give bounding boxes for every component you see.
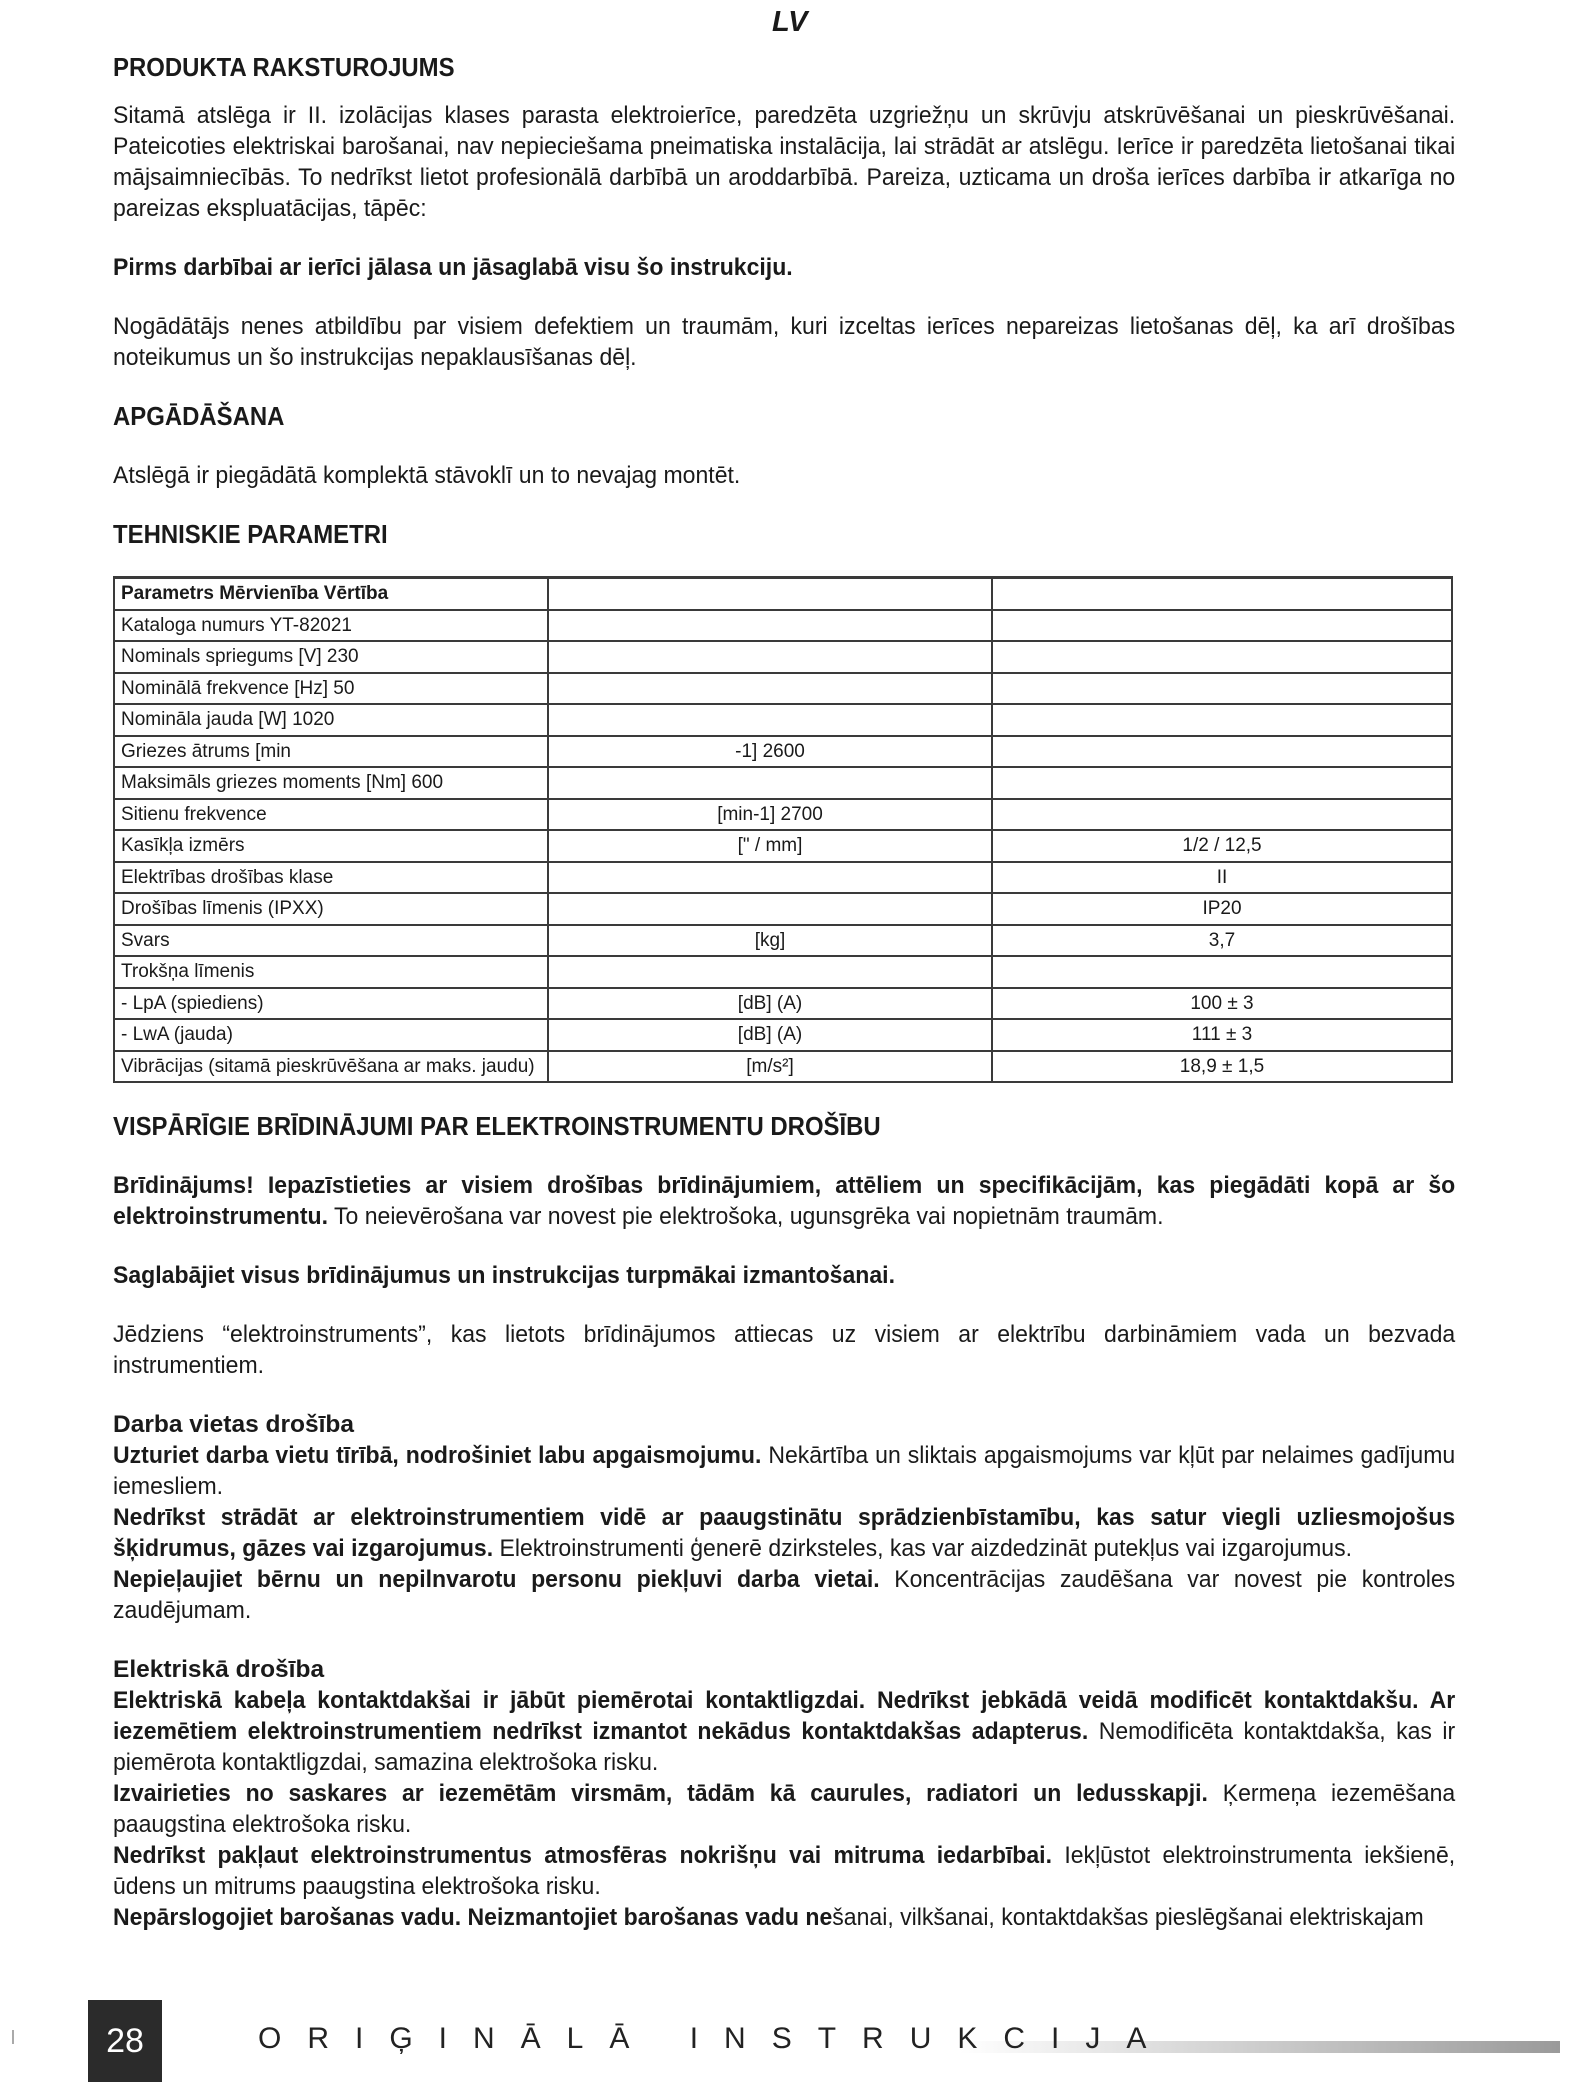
table-cell: [" / mm] <box>548 830 992 862</box>
table-row <box>114 893 1452 925</box>
table-cell: [kg] <box>548 925 992 957</box>
warning-paragraph: Brīdinājums! Iepazīstieties ar visiem drošības brīdinājumiem, attēliem un specifikācijām, kas piegādāti kopā ar šo elektroinstrumentu. To neievērošana var novest pie elektrošoka, ugunsgrēka vai nopietnām traumām. <box>113 1172 1456 1230</box>
raksturojums-read-instructions: Pirms darbībai ar ierīci jālasa un jāsaglabā visu šo instrukciju. <box>113 254 793 281</box>
workplace-item: Nepieļaujiet bērnu un nepilnvarotu personu piekļuvi darba vietai. Koncentrācijas zaudēšana var novest pie kontroles zaudējumam. <box>113 1566 1456 1624</box>
table-cell <box>548 641 992 673</box>
table-cell: Drošības līmenis (IPXX) <box>114 893 548 925</box>
table-cell <box>992 610 1452 642</box>
table-cell: Parametrs Mērvienība Vērtība <box>114 578 548 610</box>
table-cell: 18,9 ± 1,5 <box>992 1051 1452 1083</box>
page-number: 28 <box>88 2000 162 2082</box>
table-cell: Sitienu frekvence <box>114 799 548 831</box>
table-cell <box>548 673 992 705</box>
table-cell: IP20 <box>992 893 1452 925</box>
table-cell <box>992 799 1452 831</box>
table-cell: Kasīkļa izmērs <box>114 830 548 862</box>
table-row <box>114 736 1452 768</box>
table-cell <box>548 893 992 925</box>
document-body <box>113 52 1455 1933</box>
table-cell: Trokšņa līmenis <box>114 956 548 988</box>
section-title-tehniskie: TEHNISKIE PARAMETRI <box>113 519 388 549</box>
table-cell: Svars <box>114 925 548 957</box>
workplace-item: Uzturiet darba vietu tīrībā, nodrošiniet labu apgaismojumu. Nekārtība un sliktais apgaismojums var kļūt par nelaimes gadījumu iemesliem. <box>113 1442 1456 1500</box>
definition-paragraph: Jēdziens “elektroinstruments”, kas lietots brīdinājumos attiecas uz visiem ar elektrību darbināmiem vada un bezvada instrumentiem. <box>113 1321 1456 1379</box>
electrical-item: Nedrīkst pakļaut elektroinstrumentus atmosfēras nokrišņu vai mitruma iedarbībai. Iekļūstot elektroinstrumenta iekšienē, ūdens un mitrums paaugstina elektrošoka risku. <box>113 1842 1456 1900</box>
table-cell <box>548 610 992 642</box>
raksturojums-paragraph: Sitamā atslēga ir II. izolācijas klases parasta elektroierīce, paredzēta uzgriežņu un skrūvju atskrūvēšanai un pieskrūvēšanai. Pateicoties elektriskai barošanai, nav nepieciešama pneimatiska instalācija, lai strādāt ar atslēgu. Ierīce ir paredzēta lietošanai tikai mājsaimniecībās. To nedrīkst lietot profesionālā darbībā un aroddarbībā. Pareiza, uzticama un droša ierīces darbība ir atkarīga no pareizas ekspluatācijas, tāpēc: <box>113 102 1456 222</box>
table-row <box>114 704 1452 736</box>
section-title-apgadasana: APGĀDĀŠANA <box>113 401 285 431</box>
section-title-bridinajumi: VISPĀRĪGIE BRĪDINĀJUMI PAR ELEKTROINSTRUMENTU DROŠĪBU <box>113 1111 881 1141</box>
electrical-item: Izvairieties no saskares ar iezemētām virsmām, tādām kā caurules, radiatori un ledusskapji. Ķermeņa iezemēšana paaugstina elektrošoka risku. <box>113 1780 1456 1838</box>
table-cell: 100 ± 3 <box>992 988 1452 1020</box>
table-row <box>114 610 1452 642</box>
table-cell: II <box>992 862 1452 894</box>
table-row <box>114 641 1452 673</box>
electrical-item: Nepārslogojiet barošanas vadu. Neizmantojiet barošanas vadu nešanai, vilkšanai, kontaktdakšas pieslēgšanai elektriskajam <box>113 1904 1424 1931</box>
table-cell <box>992 736 1452 768</box>
table-cell: Elektrības drošības klase <box>114 862 548 894</box>
table-row <box>114 862 1452 894</box>
table-cell <box>548 578 992 610</box>
apgadasana-paragraph: Atslēgā ir piegādātā komplektā stāvoklī un to nevajag montēt. <box>113 462 741 489</box>
table-cell: [dB] (A) <box>548 1019 992 1051</box>
table-row <box>114 988 1452 1020</box>
table-cell: Nominālā frekvence [Hz] 50 <box>114 673 548 705</box>
save-instructions-paragraph: Saglabājiet visus brīdinājumus un instrukcijas turpmākai izmantošanai. <box>113 1262 895 1289</box>
footer-title: ORIĢINĀLĀ INSTRUKCIJA <box>258 2022 1173 2055</box>
subsection-title-elektriska: Elektriskā drošība <box>113 1656 325 1683</box>
table-cell: - LpA (spiediens) <box>114 988 548 1020</box>
table-row <box>114 830 1452 862</box>
table-cell <box>992 641 1452 673</box>
table-cell <box>992 767 1452 799</box>
table-cell <box>548 956 992 988</box>
table-cell: Kataloga numurs YT-82021 <box>114 610 548 642</box>
table-row <box>114 1051 1452 1083</box>
table-cell: Nominals spriegums [V] 230 <box>114 641 548 673</box>
table-cell <box>992 956 1452 988</box>
table-cell <box>548 704 992 736</box>
table-cell: 1/2 / 12,5 <box>992 830 1452 862</box>
table-row <box>114 925 1452 957</box>
table-row <box>114 799 1452 831</box>
table-row <box>114 767 1452 799</box>
table-cell: [m/s²] <box>548 1051 992 1083</box>
table-cell <box>992 578 1452 610</box>
table-cell <box>548 767 992 799</box>
raksturojums-liability: Nogādātājs nenes atbildību par visiem defektiem un traumām, kuri izceltas ierīces nepareizas lietošanas dēļ, ka arī drošības noteikumus un šo instrukcijas nepaklausīšanas dēļ. <box>113 313 1456 371</box>
table-cell: Vibrācijas (sitamā pieskrūvēšana ar maks. jaudu) <box>114 1051 548 1083</box>
table-cell: Nomināla jauda [W] 1020 <box>114 704 548 736</box>
table-row <box>114 1019 1452 1051</box>
technical-parameters-table <box>113 576 1453 1083</box>
table-row <box>114 673 1452 705</box>
table-cell: -1] 2600 <box>548 736 992 768</box>
workplace-item: Nedrīkst strādāt ar elektroinstrumentiem vidē ar paaugstinātu sprādzienbīstamību, kas satur viegli uzliesmojošus šķidrumus, gāzes vai izgarojumus. Elektroinstrumenti ģenerē dzirksteles, kas var aizdedzināt putekļus vai izgarojumus. <box>113 1504 1456 1562</box>
table-row <box>114 956 1452 988</box>
table-cell: - LwA (jauda) <box>114 1019 548 1051</box>
table-cell: [min-1] 2700 <box>548 799 992 831</box>
table-cell <box>992 704 1452 736</box>
table-cell <box>548 862 992 894</box>
section-title-raksturojums: PRODUKTA RAKSTUROJUMS <box>113 52 455 82</box>
table-cell: 111 ± 3 <box>992 1019 1452 1051</box>
table-cell <box>992 673 1452 705</box>
table-row <box>114 578 1452 610</box>
table-cell: Griezes ātrums [min <box>114 736 548 768</box>
margin-mark <box>12 2030 14 2044</box>
language-code: LV <box>772 6 808 38</box>
table-cell: [dB] (A) <box>548 988 992 1020</box>
electrical-item: Elektriskā kabeļa kontaktdakšai ir jābūt piemērotai kontaktligzdai. Nedrīkst jebkādā veidā modificēt kontaktdakšu. Ar iezemētiem elektroinstrumentiem nedrīkst izmantot nekādus kontaktdakšas adapterus. Nemodificēta kontaktdakša, kas ir piemērota kontaktligzdai, samazina elektrošoka risku. <box>113 1687 1456 1776</box>
subsection-title-darba-vieta: Darba vietas drošība <box>113 1411 355 1438</box>
table-cell: 3,7 <box>992 925 1452 957</box>
table-cell: Maksimāls griezes moments [Nm] 600 <box>114 767 548 799</box>
